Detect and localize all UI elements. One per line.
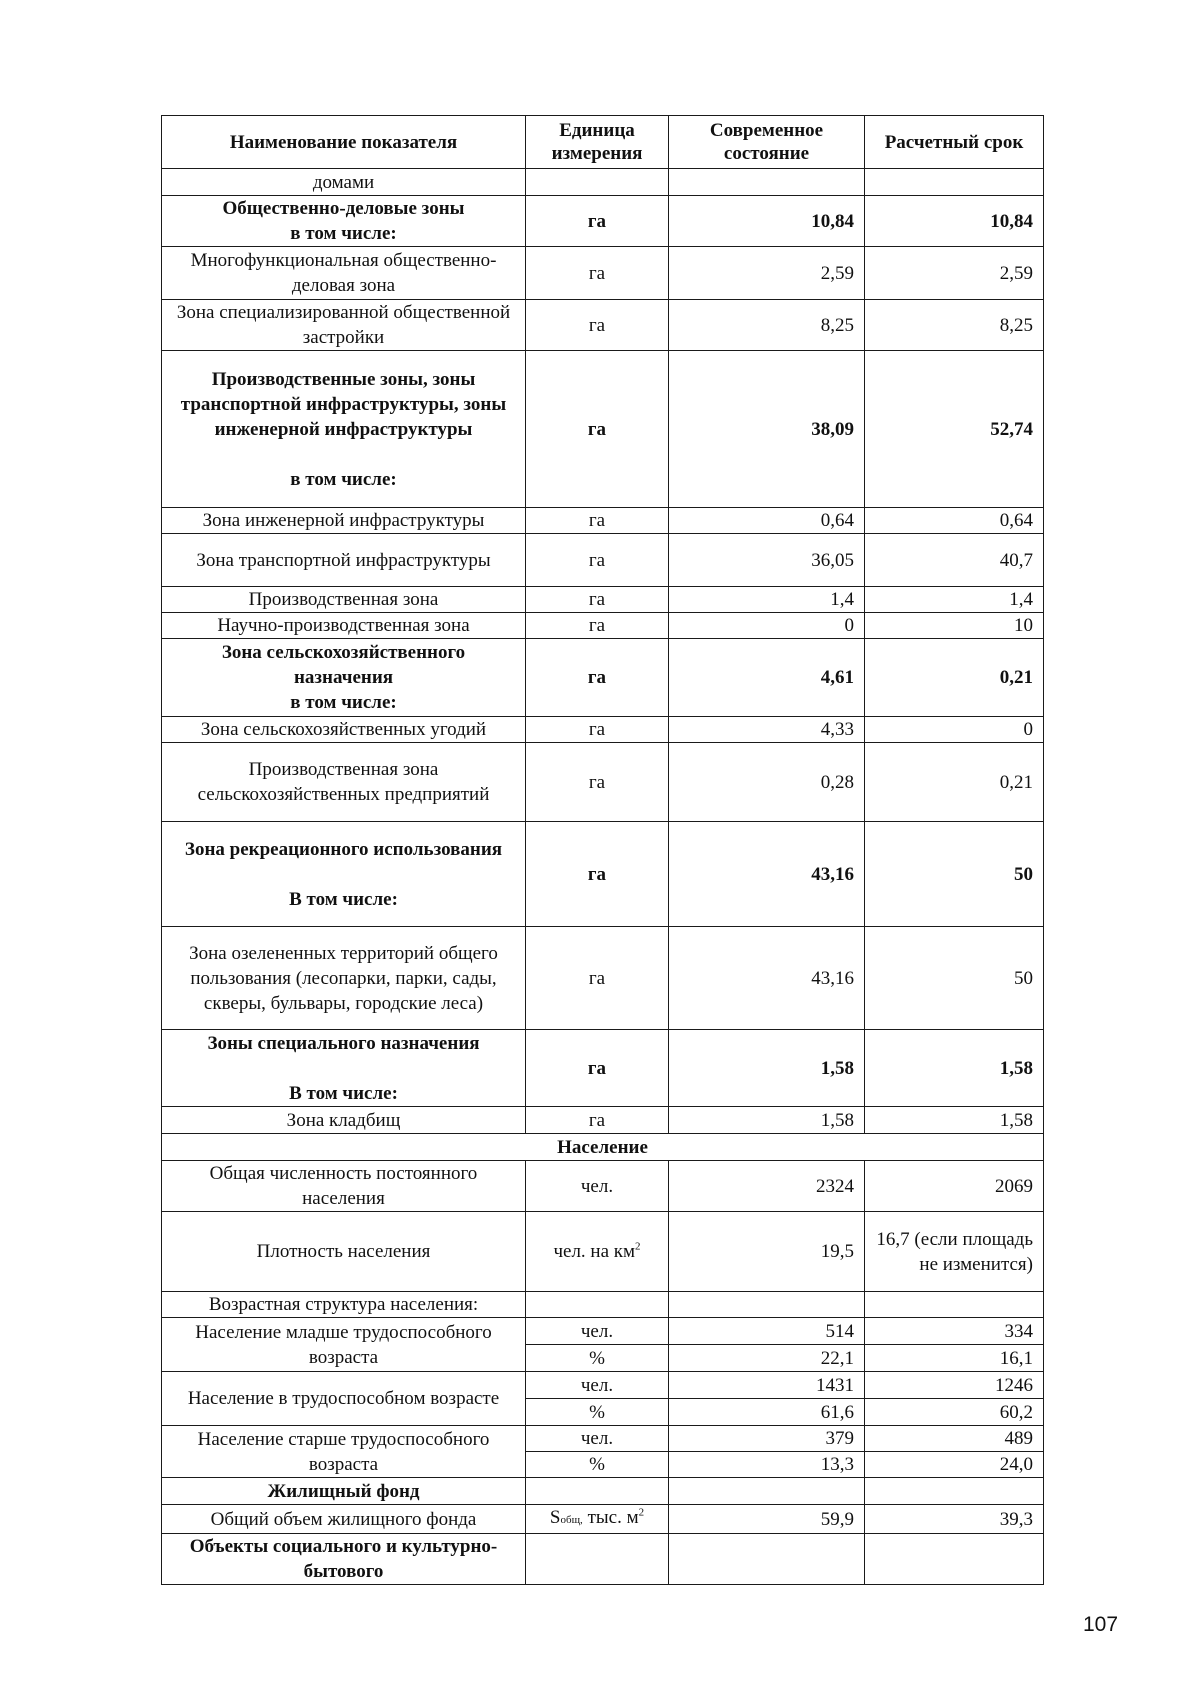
indicators-table xyxy=(161,115,1044,1585)
row-unit: га xyxy=(526,351,669,508)
table-row xyxy=(162,717,1044,743)
table-row xyxy=(162,927,1044,1030)
row-unit: чел. xyxy=(526,1426,669,1452)
row-name: Многофункциональная общественно-деловая зона xyxy=(162,247,526,300)
row-name: Население младше трудоспособного возраста xyxy=(162,1318,526,1372)
row-unit: га xyxy=(526,196,669,247)
row-current: 38,09 xyxy=(669,351,865,508)
row-name: Зона транспортной инфраструктуры xyxy=(162,534,526,587)
row-projected: 8,25 xyxy=(865,300,1044,351)
table-row xyxy=(162,1318,1044,1345)
row-name: Зона озелененных территорий общего пользования (лесопарки, парки, сады, скверы, бульвары, городские леса) xyxy=(162,927,526,1030)
row-current: 379 xyxy=(669,1426,865,1452)
header-row xyxy=(162,116,1044,169)
row-projected: 39,3 xyxy=(865,1505,1044,1534)
row-name: Объекты социального и культурно-бытового xyxy=(162,1534,526,1585)
row-name: Возрастная структура населения: xyxy=(162,1292,526,1318)
row-current: 61,6 xyxy=(669,1399,865,1426)
row-current: 2324 xyxy=(669,1161,865,1212)
row-name: Производственные зоны, зоны транспортной инфраструктуры, зоны инженерной инфраструктуры в том числе: xyxy=(162,351,526,508)
table-row xyxy=(162,822,1044,927)
table-row xyxy=(162,196,1044,247)
row-name: Зона сельскохозяйственного назначения в том числе: xyxy=(162,639,526,717)
row-current: 8,25 xyxy=(669,300,865,351)
row-current: 1,58 xyxy=(669,1030,865,1107)
table-row xyxy=(162,639,1044,717)
row-projected: 16,1 xyxy=(865,1345,1044,1372)
row-current: 1,58 xyxy=(669,1107,865,1134)
row-projected: 1,58 xyxy=(865,1030,1044,1107)
row-current: 0,64 xyxy=(669,508,865,534)
row-unit: чел. xyxy=(526,1372,669,1399)
row-current: 10,84 xyxy=(669,196,865,247)
section-row xyxy=(162,1134,1044,1161)
header-name: Наименование показателя xyxy=(162,116,526,169)
table-row xyxy=(162,613,1044,639)
row-projected: 489 xyxy=(865,1426,1044,1452)
row-name: Плотность населения xyxy=(162,1212,526,1292)
row-name: Население в трудоспособном возрасте xyxy=(162,1372,526,1426)
row-current: 2,59 xyxy=(669,247,865,300)
row-name: Общий объем жилищного фонда xyxy=(162,1505,526,1534)
row-unit: га xyxy=(526,613,669,639)
row-projected: 334 xyxy=(865,1318,1044,1345)
row-unit: га xyxy=(526,1107,669,1134)
row-current: 36,05 xyxy=(669,534,865,587)
row-projected: 50 xyxy=(865,822,1044,927)
row-projected: 1,58 xyxy=(865,1107,1044,1134)
header-unit: Единица измерения xyxy=(526,116,669,169)
table-row xyxy=(162,351,1044,508)
row-name: Зоны специального назначения В том числе: xyxy=(162,1030,526,1107)
row-unit: га xyxy=(526,247,669,300)
row-projected: 0,21 xyxy=(865,639,1044,717)
row-name: Зона сельскохозяйственных угодий xyxy=(162,717,526,743)
row-projected: 16,7 (если площадь не изменится) xyxy=(865,1212,1044,1292)
row-current: 0,28 xyxy=(669,743,865,822)
table-row xyxy=(162,1161,1044,1212)
row-unit: чел. xyxy=(526,1161,669,1212)
row-name: Общественно-деловые зоны в том числе: xyxy=(162,196,526,247)
row-unit: га xyxy=(526,717,669,743)
table-row xyxy=(162,534,1044,587)
row-current: 22,1 xyxy=(669,1345,865,1372)
row-projected: 0,21 xyxy=(865,743,1044,822)
row-unit: га xyxy=(526,587,669,613)
row-unit: га xyxy=(526,822,669,927)
row-unit: га xyxy=(526,639,669,717)
row-unit: чел. xyxy=(526,1318,669,1345)
row-projected: 0,64 xyxy=(865,508,1044,534)
row-unit: га xyxy=(526,1030,669,1107)
table-row xyxy=(162,1426,1044,1452)
row-name: Жилищный фонд xyxy=(162,1478,526,1505)
table-row xyxy=(162,1212,1044,1292)
row-projected: 2,59 xyxy=(865,247,1044,300)
row-name: Зона инженерной инфраструктуры xyxy=(162,508,526,534)
row-projected: 0 xyxy=(865,717,1044,743)
row-name: Население старше трудоспособного возраста xyxy=(162,1426,526,1478)
row-current: 1431 xyxy=(669,1372,865,1399)
row-current: 4,33 xyxy=(669,717,865,743)
row-unit: Sобщ, тыс. $м^2$ xyxy=(526,1505,669,1534)
row-projected: 52,74 xyxy=(865,351,1044,508)
row-projected: 1,4 xyxy=(865,587,1044,613)
row-current: 43,16 xyxy=(669,927,865,1030)
page-number: 107 xyxy=(1083,1613,1119,1636)
table-row xyxy=(162,1505,1044,1534)
row-projected: 2069 xyxy=(865,1161,1044,1212)
row-current: 59,9 xyxy=(669,1505,865,1534)
table-row xyxy=(162,1534,1044,1585)
header-current: Современное состояние xyxy=(669,116,865,169)
section-title-population: Население xyxy=(162,1134,1044,1161)
row-name: Зона специализированной общественной застройки xyxy=(162,300,526,351)
row-unit: га xyxy=(526,508,669,534)
row-current: 19,5 xyxy=(669,1212,865,1292)
row-unit: % xyxy=(526,1345,669,1372)
row-unit: % xyxy=(526,1399,669,1426)
row-projected: 50 xyxy=(865,927,1044,1030)
row-name: домами xyxy=(162,169,526,196)
table-row xyxy=(162,247,1044,300)
row-name: Общая численность постоянного населения xyxy=(162,1161,526,1212)
row-current: 514 xyxy=(669,1318,865,1345)
row-unit: % xyxy=(526,1452,669,1478)
row-projected: 40,7 xyxy=(865,534,1044,587)
row-name: Зона рекреационного использования В том числе: xyxy=(162,822,526,927)
table-row xyxy=(162,1107,1044,1134)
table-row xyxy=(162,508,1044,534)
table-row xyxy=(162,1292,1044,1318)
table-row xyxy=(162,1030,1044,1107)
table-row xyxy=(162,1372,1044,1399)
table-row xyxy=(162,169,1044,196)
table-row xyxy=(162,587,1044,613)
row-unit: чел. на $км^2$ xyxy=(526,1212,669,1292)
table-row xyxy=(162,1478,1044,1505)
row-name: Производственная зона сельскохозяйственных предприятий xyxy=(162,743,526,822)
table-row xyxy=(162,743,1044,822)
row-projected: 60,2 xyxy=(865,1399,1044,1426)
row-projected: 10,84 xyxy=(865,196,1044,247)
row-projected: 1246 xyxy=(865,1372,1044,1399)
row-unit: га xyxy=(526,534,669,587)
row-name: Производственная зона xyxy=(162,587,526,613)
row-current: 43,16 xyxy=(669,822,865,927)
row-name: Научно-производственная зона xyxy=(162,613,526,639)
header-projected: Расчетный срок xyxy=(865,116,1044,169)
row-unit: га xyxy=(526,927,669,1030)
row-current: 4,61 xyxy=(669,639,865,717)
row-unit: га xyxy=(526,743,669,822)
row-current: 13,3 xyxy=(669,1452,865,1478)
row-name: Зона кладбищ xyxy=(162,1107,526,1134)
row-current: 1,4 xyxy=(669,587,865,613)
row-unit: га xyxy=(526,300,669,351)
row-projected: 24,0 xyxy=(865,1452,1044,1478)
row-current: 0 xyxy=(669,613,865,639)
table-row xyxy=(162,300,1044,351)
row-projected: 10 xyxy=(865,613,1044,639)
